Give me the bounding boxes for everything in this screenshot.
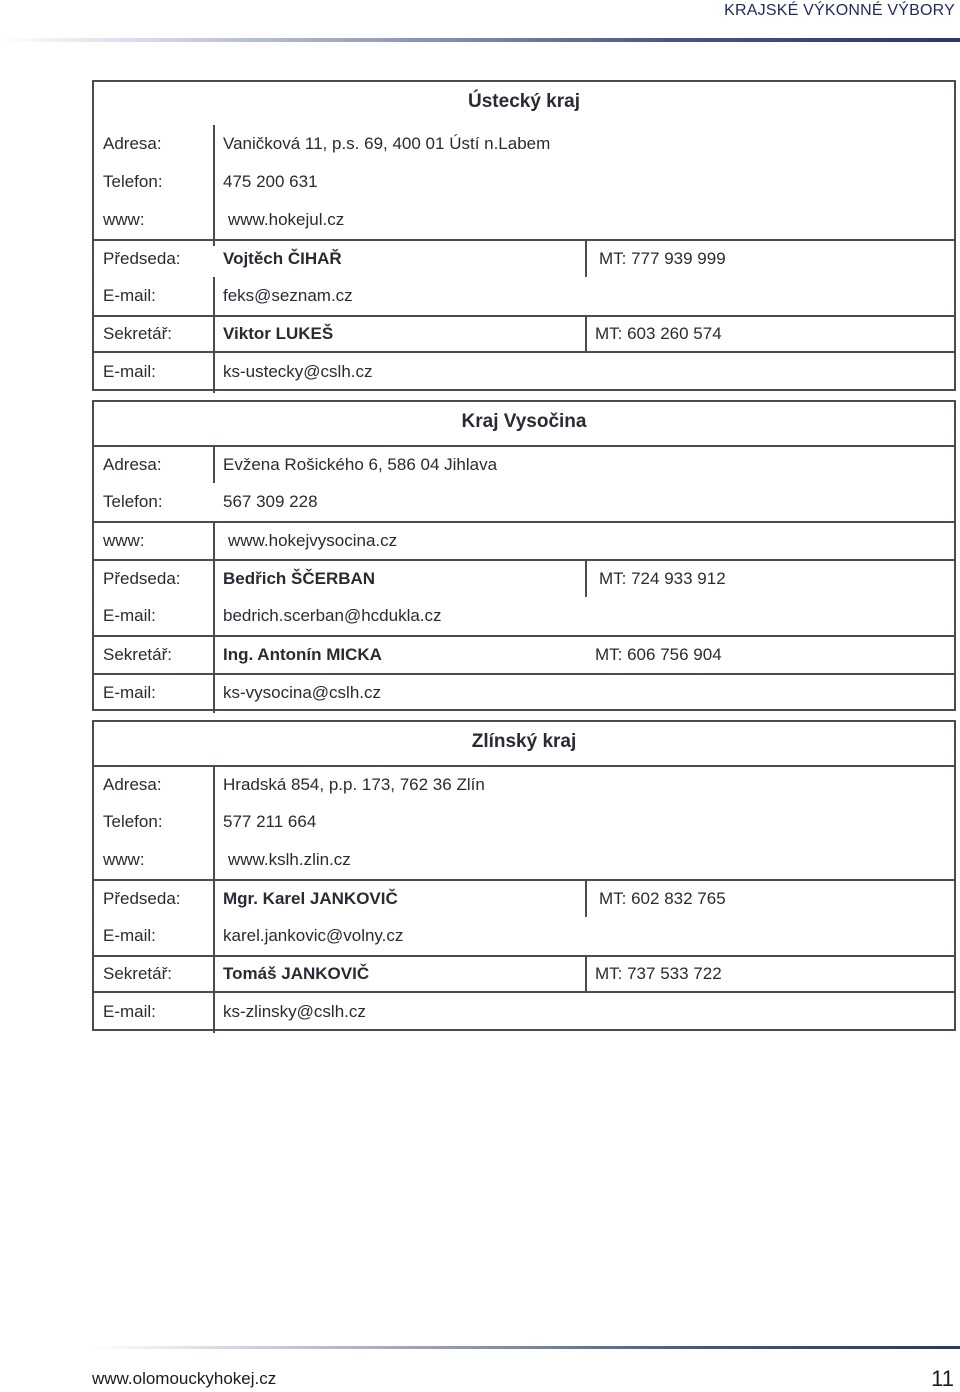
email-label: E-mail: bbox=[103, 683, 156, 702]
chairman-mobile: MT: 777 939 999 bbox=[599, 249, 726, 268]
address-value: Hradská 854, p.p. 173, 762 36 Zlín bbox=[223, 775, 485, 794]
secretary-email-row bbox=[94, 993, 954, 1031]
region-title: Kraj Vysočina bbox=[461, 411, 587, 432]
column-divider bbox=[585, 241, 587, 277]
email-label: E-mail: bbox=[103, 606, 156, 625]
phone-row bbox=[94, 483, 954, 521]
secretary-email[interactable]: ks-vysocina@cslh.cz bbox=[223, 683, 382, 702]
region-block-zlinsky bbox=[92, 720, 956, 1031]
secretary-name: Viktor LUKEŠ bbox=[223, 324, 334, 343]
phone-row bbox=[94, 163, 954, 201]
www-row bbox=[94, 521, 954, 559]
phone-value: 475 200 631 bbox=[223, 172, 318, 191]
chairman-email[interactable]: bedrich.scerban@hcdukla.cz bbox=[223, 606, 442, 625]
address-row bbox=[94, 445, 954, 483]
address-row bbox=[94, 765, 954, 803]
www-row bbox=[94, 841, 954, 879]
phone-row bbox=[94, 803, 954, 841]
secretary-email-row bbox=[94, 353, 954, 391]
secretary-row bbox=[94, 635, 954, 673]
column-divider bbox=[585, 561, 587, 597]
secretary-label: Sekretář: bbox=[103, 964, 172, 983]
www-row bbox=[94, 201, 954, 239]
secretary-label: Sekretář: bbox=[103, 645, 172, 664]
page-number: 11 bbox=[931, 1366, 954, 1391]
chairman-mobile: MT: 602 832 765 bbox=[599, 889, 726, 908]
chairman-name: Bedřich ŠČERBAN bbox=[223, 569, 376, 588]
chairman-label: Předseda: bbox=[103, 889, 181, 908]
secretary-mobile: MT: 603 260 574 bbox=[595, 324, 722, 343]
website-link[interactable]: www.hokejvysocina.cz bbox=[228, 531, 398, 550]
chairman-mobile: MT: 724 933 912 bbox=[599, 569, 726, 588]
chairman-label: Předseda: bbox=[103, 249, 181, 268]
address-label: Adresa: bbox=[103, 134, 162, 153]
region-title: Zlínský kraj bbox=[471, 731, 577, 752]
secretary-row bbox=[94, 315, 954, 353]
email-label: E-mail: bbox=[103, 926, 156, 945]
address-label: Adresa: bbox=[103, 455, 162, 474]
region-block-ustecky bbox=[92, 80, 956, 391]
chairman-name: Mgr. Karel JANKOVIČ bbox=[223, 889, 398, 908]
secretary-row bbox=[94, 955, 954, 993]
region-title: Ústecký kraj bbox=[468, 91, 580, 112]
phone-value: 577 211 664 bbox=[223, 812, 317, 831]
chairman-email-row bbox=[94, 917, 954, 955]
chairman-name: Vojtěch ČIHAŘ bbox=[223, 249, 342, 268]
secretary-email[interactable]: ks-ustecky@cslh.cz bbox=[223, 362, 373, 381]
phone-value: 567 309 228 bbox=[223, 492, 318, 511]
secretary-email[interactable]: ks-zlinsky@cslh.cz bbox=[223, 1002, 366, 1021]
www-label: www: bbox=[103, 210, 145, 229]
column-divider bbox=[585, 957, 587, 991]
address-row bbox=[94, 125, 954, 163]
chairman-label: Předseda: bbox=[103, 569, 181, 588]
secretary-mobile: MT: 606 756 904 bbox=[595, 645, 722, 664]
phone-label: Telefon: bbox=[103, 492, 163, 511]
phone-label: Telefon: bbox=[103, 812, 163, 831]
chairman-email[interactable]: feks@seznam.cz bbox=[223, 286, 353, 305]
footer-divider bbox=[92, 1346, 960, 1349]
secretary-name: Tomáš JANKOVIČ bbox=[223, 964, 370, 983]
email-label: E-mail: bbox=[103, 286, 156, 305]
chairman-row bbox=[94, 239, 954, 277]
chairman-email-row bbox=[94, 277, 954, 315]
header-divider bbox=[0, 38, 960, 42]
column-divider bbox=[585, 881, 587, 917]
page-header-title: KRAJSKÉ VÝKONNÉ VÝBORY bbox=[724, 2, 955, 19]
chairman-email-row bbox=[94, 597, 954, 635]
website-link[interactable]: www.kslh.zlin.cz bbox=[228, 850, 351, 869]
chairman-row bbox=[94, 559, 954, 597]
secretary-email-row bbox=[94, 673, 954, 711]
chairman-email[interactable]: karel.jankovic@volny.cz bbox=[223, 926, 404, 945]
region-block-vysocina bbox=[92, 400, 956, 711]
address-value: Evžena Rošického 6, 586 04 Jihlava bbox=[223, 455, 498, 474]
column-divider bbox=[585, 317, 587, 351]
secretary-label: Sekretář: bbox=[103, 324, 172, 343]
secretary-mobile: MT: 737 533 722 bbox=[595, 964, 722, 983]
phone-label: Telefon: bbox=[103, 172, 163, 191]
website-link[interactable]: www.hokejul.cz bbox=[228, 210, 345, 229]
email-label: E-mail: bbox=[103, 362, 156, 381]
footer-url[interactable]: www.olomouckyhokej.cz bbox=[92, 1369, 277, 1388]
address-value: Vaničková 11, p.s. 69, 400 01 Ústí n.Labem bbox=[223, 134, 551, 153]
secretary-name: Ing. Antonín MICKA bbox=[223, 645, 382, 664]
www-label: www: bbox=[103, 531, 145, 550]
email-label: E-mail: bbox=[103, 1002, 156, 1021]
www-label: www: bbox=[103, 850, 145, 869]
chairman-row bbox=[94, 879, 954, 917]
address-label: Adresa: bbox=[103, 775, 162, 794]
